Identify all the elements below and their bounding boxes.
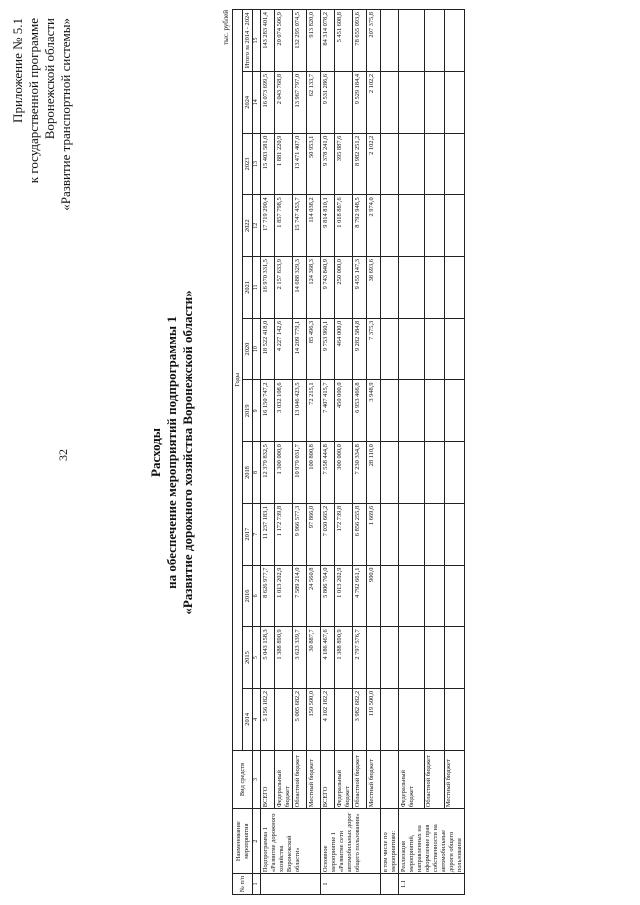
header-year: 2022: [243, 195, 253, 257]
table-row: [399, 10, 425, 895]
year-value: 1 300 000,0: [275, 442, 293, 504]
year-value: 85 496,3: [307, 318, 321, 380]
year-value: 15 747 453,7: [293, 195, 307, 257]
year-value: 2 102,2: [367, 71, 381, 133]
year-value: 114 038,2: [307, 195, 321, 257]
year-value: 10 979 031,7: [293, 442, 307, 504]
table-row: [321, 10, 335, 895]
header-year: 2018: [243, 442, 253, 504]
funding-source: Областной бюджет: [424, 750, 444, 809]
header-year: 2014: [243, 688, 253, 750]
column-number: 5: [253, 627, 261, 689]
year-value: 38 693,6: [367, 257, 381, 319]
year-value: 300 000,0: [335, 442, 353, 504]
year-value: 16 970 331,5: [261, 257, 275, 319]
table-row: [335, 10, 353, 895]
year-value: 119 500,0: [367, 688, 381, 750]
column-number: 10: [253, 318, 261, 380]
year-value: 50 953,1: [307, 133, 321, 195]
column-number: 8: [253, 442, 261, 504]
appendix-line-2: к государственной программе: [26, 18, 41, 184]
year-value: 9 743 840,9: [321, 257, 335, 319]
year-value: [424, 257, 444, 319]
year-value: [381, 688, 399, 750]
year-value: 2 102,2: [367, 133, 381, 195]
year-value: [399, 380, 425, 442]
row-number: 1: [321, 874, 381, 895]
year-value: [424, 627, 444, 689]
year-value: [399, 627, 425, 689]
activity-name: Реализация мероприятий, направленных на оформление прав собственности на автомобильные дороги общего пользования: [399, 809, 465, 874]
table-row: [381, 10, 399, 895]
appendix-note: [10, 18, 74, 211]
expenditure-table: [232, 9, 465, 895]
funding-source: Местный бюджет: [444, 750, 464, 809]
total-value: [444, 10, 464, 72]
year-value: 13 471 407,0: [293, 133, 307, 195]
year-value: 6 953 466,8: [353, 380, 367, 442]
year-value: [399, 318, 425, 380]
header-num: № п/п: [233, 874, 253, 895]
year-value: [444, 257, 464, 319]
year-value: [367, 627, 381, 689]
funding-source: ВСЕГО: [321, 750, 335, 809]
header-year: 2017: [243, 503, 253, 565]
appendix-line-4: «Развитие транспортной системы»: [58, 18, 73, 211]
row-number: [261, 874, 321, 895]
year-value: 28 110,0: [367, 442, 381, 504]
year-value: 14 209 779,1: [293, 318, 307, 380]
year-value: 9 455 147,3: [353, 257, 367, 319]
year-value: [424, 442, 444, 504]
header-source: Вид средств: [233, 750, 253, 809]
year-value: [335, 71, 353, 133]
year-value: [444, 503, 464, 565]
year-value: 1 388 890,9: [275, 627, 293, 689]
year-value: [381, 442, 399, 504]
table-row: [261, 10, 275, 895]
total-value: 132 295 074,5: [293, 10, 307, 72]
table-row: [367, 10, 381, 895]
year-value: 1 388 890,9: [335, 627, 353, 689]
total-value: 84 314 078,2: [321, 10, 335, 72]
header-year: 2019: [243, 380, 253, 442]
year-value: [381, 503, 399, 565]
year-value: 150 500,0: [307, 688, 321, 750]
year-value: 7 589 214,0: [293, 565, 307, 627]
year-value: 24 560,8: [307, 565, 321, 627]
column-number: 6: [253, 565, 261, 627]
year-value: 124 368,3: [307, 257, 321, 319]
year-value: 16 150 747,2: [261, 380, 275, 442]
table-body: [261, 10, 465, 895]
column-number: 11: [253, 257, 261, 319]
year-value: 1 172 739,8: [275, 503, 293, 565]
year-value: [444, 688, 464, 750]
year-value: [444, 133, 464, 195]
year-value: [381, 133, 399, 195]
total-value: 5 451 608,8: [335, 10, 353, 72]
year-value: 12 379 832,5: [261, 442, 275, 504]
header-year: 2016: [243, 565, 253, 627]
year-value: 7 230 334,8: [353, 442, 367, 504]
header-year: 2015: [243, 627, 253, 689]
column-number: 15: [253, 10, 261, 72]
column-number: 13: [253, 133, 261, 195]
header-years-group: Годы: [233, 10, 243, 751]
year-value: 16 073 699,5: [261, 71, 275, 133]
year-value: [399, 442, 425, 504]
year-value: 1 881 220,9: [275, 133, 293, 195]
funding-source: ВСЕГО: [261, 750, 275, 809]
year-value: [444, 627, 464, 689]
column-number: 1: [253, 874, 261, 895]
year-value: 3 032 108,6: [275, 380, 293, 442]
column-number: 4: [253, 688, 261, 750]
funding-source: Местный бюджет: [307, 750, 321, 809]
year-value: [444, 195, 464, 257]
year-value: [275, 688, 293, 750]
year-value: [381, 318, 399, 380]
year-value: 4 227 142,6: [275, 318, 293, 380]
year-value: [424, 565, 444, 627]
year-value: [444, 565, 464, 627]
total-value: [399, 10, 425, 72]
appendix-line-3: Воронежской области: [42, 18, 57, 140]
row-number: 1.1: [399, 874, 465, 895]
year-value: 1 013 202,9: [275, 565, 293, 627]
year-value: 450 000,0: [335, 380, 353, 442]
document-title: [148, 0, 196, 905]
year-value: 6 856 255,8: [353, 503, 367, 565]
column-number: 7: [253, 503, 261, 565]
total-value: 20 074 506,9: [275, 10, 293, 72]
header-year: 2024: [243, 71, 253, 133]
year-value: 1 669,6: [367, 503, 381, 565]
year-value: [381, 380, 399, 442]
title-line-1: Расходы: [148, 428, 163, 477]
year-value: 9 966 577,3: [293, 503, 307, 565]
header-year: 2020: [243, 318, 253, 380]
year-value: 2 974,0: [367, 195, 381, 257]
year-value: 5 043 158,3: [261, 627, 275, 689]
total-value: [424, 10, 444, 72]
year-value: 395 887,6: [335, 133, 353, 195]
year-value: 7 407 415,7: [321, 380, 335, 442]
activity-name: Подпрограмма 1 «Развитие дорожного хозяйства Воронежской области»: [261, 809, 321, 874]
column-number: 12: [253, 195, 261, 257]
year-value: [381, 627, 399, 689]
year-value: 13 046 423,5: [293, 380, 307, 442]
year-value: 18 522 418,0: [261, 318, 275, 380]
column-number: 2: [253, 809, 261, 874]
year-value: 9 753 960,1: [321, 318, 335, 380]
year-value: [424, 133, 444, 195]
table-head: [233, 10, 261, 895]
year-value: 5 156 182,2: [261, 688, 275, 750]
year-value: 2 157 633,9: [275, 257, 293, 319]
funding-source: [381, 750, 399, 809]
year-value: 17 719 290,4: [261, 195, 275, 257]
total-value: 78 655 093,6: [353, 10, 367, 72]
title-line-2: на обеспечение мероприятий подпрограммы 1: [164, 316, 179, 589]
year-value: 4 102 182,2: [321, 688, 335, 750]
year-value: [399, 565, 425, 627]
year-value: [424, 688, 444, 750]
header-year: 2021: [243, 257, 253, 319]
year-value: 7 030 665,2: [321, 503, 335, 565]
year-value: 1 857 798,5: [275, 195, 293, 257]
year-value: [399, 71, 425, 133]
year-value: [399, 133, 425, 195]
funding-source: Областной бюджет: [293, 750, 307, 809]
year-value: [381, 257, 399, 319]
table-row: [424, 10, 444, 895]
year-value: 30 887,7: [307, 627, 321, 689]
year-value: [444, 380, 464, 442]
year-value: 8 982 251,2: [353, 133, 367, 195]
appendix-line-1: Приложение № 5.1: [10, 18, 25, 123]
year-value: [381, 195, 399, 257]
year-value: 2 797 576,7: [353, 627, 367, 689]
column-number: 9: [253, 380, 261, 442]
year-value: 9 531 286,6: [321, 71, 335, 133]
year-value: 14 688 329,3: [293, 257, 307, 319]
year-value: [424, 503, 444, 565]
year-value: [424, 380, 444, 442]
activity-name: Основное мероприятие 1 «Развитие сети автомобильных дорог общего пользования»: [321, 809, 381, 874]
year-value: 1 013 202,9: [335, 565, 353, 627]
year-value: [424, 318, 444, 380]
year-value: 72 215,1: [307, 380, 321, 442]
year-value: 15 403 581,0: [261, 133, 275, 195]
year-value: 9 814 810,1: [321, 195, 335, 257]
year-value: 9 282 584,8: [353, 318, 367, 380]
funding-source: Местный бюджет: [367, 750, 381, 809]
funding-source: Областной бюджет: [353, 750, 367, 809]
year-value: 4 186 467,6: [321, 627, 335, 689]
header-total: Итого за 2014 - 2024: [243, 10, 253, 72]
year-value: 100 800,8: [307, 442, 321, 504]
year-value: 9 529 184,4: [353, 71, 367, 133]
year-value: [399, 503, 425, 565]
year-value: [381, 71, 399, 133]
year-value: 11 237 183,1: [261, 503, 275, 565]
year-value: [381, 565, 399, 627]
year-value: 7 558 444,8: [321, 442, 335, 504]
table-row: [353, 10, 367, 895]
year-value: [444, 318, 464, 380]
year-value: [424, 71, 444, 133]
year-value: 9 378 241,0: [321, 133, 335, 195]
year-value: 3 982 682,2: [353, 688, 367, 750]
year-value: 8 626 977,7: [261, 565, 275, 627]
year-value: [399, 257, 425, 319]
total-value: [381, 10, 399, 72]
year-value: 5 005 682,2: [293, 688, 307, 750]
unit-label: тыс. рублей: [222, 10, 230, 45]
table-row: [444, 10, 464, 895]
year-value: [399, 195, 425, 257]
year-value: 172 739,8: [335, 503, 353, 565]
total-value: 207 375,8: [367, 10, 381, 72]
year-value: 3 623 339,7: [293, 627, 307, 689]
year-value: 5 806 764,0: [321, 565, 335, 627]
table-row: [275, 10, 293, 895]
year-value: [444, 442, 464, 504]
year-value: [444, 71, 464, 133]
column-number: 3: [253, 750, 261, 809]
table-row: [307, 10, 321, 895]
year-value: 3 948,9: [367, 380, 381, 442]
year-value: 1 018 887,6: [335, 195, 353, 257]
funding-source: Федеральный бюджет: [399, 750, 425, 809]
column-number-row: [253, 10, 261, 895]
year-value: [399, 688, 425, 750]
page-number: 32: [56, 449, 70, 461]
year-value: 7 375,3: [367, 318, 381, 380]
year-value: 900,0: [367, 565, 381, 627]
funding-source: Федеральный бюджет: [275, 750, 293, 809]
year-value: 13 967 797,0: [293, 71, 307, 133]
year-value: 8 792 948,5: [353, 195, 367, 257]
year-value: 2 043 768,8: [275, 71, 293, 133]
year-value: 464 000,0: [335, 318, 353, 380]
activity-name: в том числе по мероприятиям:: [381, 809, 399, 874]
year-value: 4 792 661,1: [353, 565, 367, 627]
year-value: [335, 688, 353, 750]
title-line-3: «Развитие дорожного хозяйства Воронежской области»: [180, 290, 195, 615]
row-number: [381, 874, 399, 895]
year-value: 62 133,7: [307, 71, 321, 133]
year-value: [424, 195, 444, 257]
header-year: 2023: [243, 133, 253, 195]
total-value: 143 283 401,4: [261, 10, 275, 72]
table-row: [293, 10, 307, 895]
year-value: 250 000,0: [335, 257, 353, 319]
header-name: Наименование мероприятия: [233, 809, 253, 874]
column-number: 14: [253, 71, 261, 133]
total-value: 913 820,0: [307, 10, 321, 72]
year-value: 97 866,0: [307, 503, 321, 565]
funding-source: Федеральный бюджет: [335, 750, 353, 809]
